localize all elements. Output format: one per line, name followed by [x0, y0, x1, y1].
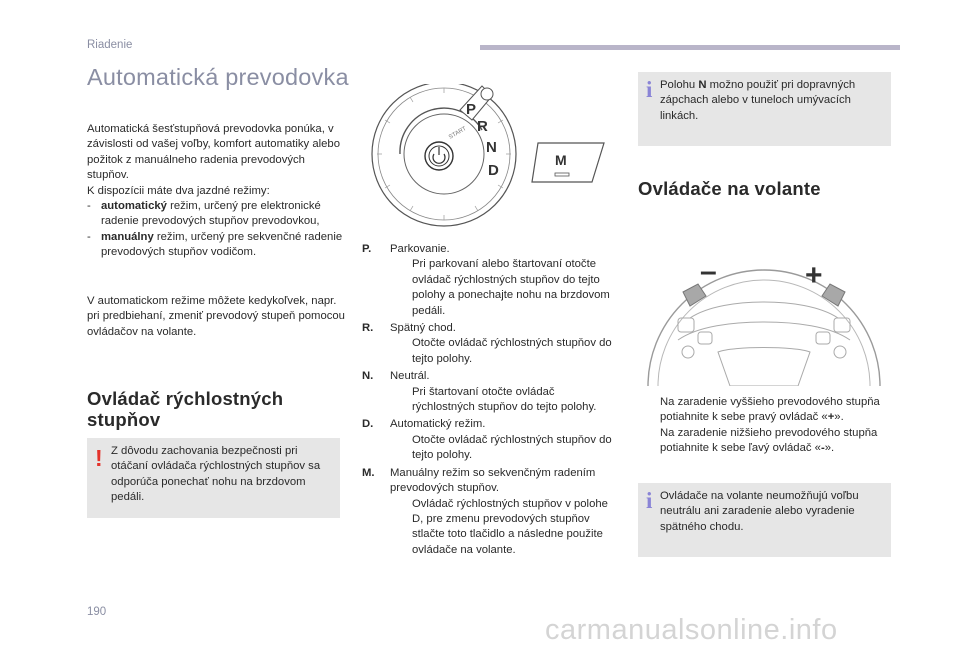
page-number: 190 [87, 606, 107, 618]
downshift-instruction: Na zaradenie nižšieho prevodového stupňa potiahnite k sebe ľavý ovládač «-». [660, 426, 878, 455]
svg-text:M: M [555, 152, 567, 168]
plus-sign: + [805, 259, 823, 292]
selector-heading: Ovládač rýchlostných stupňov [87, 388, 284, 430]
mode-term: manuálny [101, 230, 154, 243]
mode-item-manual: - manuálny režim, určený pre sekvenčné radenie prevodových stupňov vodičom. [87, 230, 343, 259]
minus-sign: – [700, 255, 717, 288]
start-label: START [448, 125, 468, 141]
mode-desc: režim, určený pre elektronické radenie prevodových stupňov prevodovkou, [101, 200, 321, 228]
watermark: carmanualsonline.info [545, 614, 838, 646]
auto-mode-paragraph: V automatickom režime môžete kedykoľvek, napr. pri predbiehaní, zmeniť prevodový stupeň pomocou ovládačov na volante. [87, 295, 345, 338]
gear-item-n: N. Neutrál. Pri štartovaní otočte ovládač rýchlostných stupňov do tejto polohy. [362, 370, 597, 414]
info-note-neutral [638, 72, 891, 146]
gear-positions-list [362, 242, 612, 560]
warning-text: Z dôvodu zachovania bezpečnosti pri otáčaní ovládača rýchlostných stupňov sa odporúča ponechať nohu na brzdovom pedáli. [111, 445, 321, 504]
gear-item-r: R. Spätný chod. Otočte ovládač rýchlostných stupňov do tejto polohy. [362, 322, 612, 365]
mode-item-automatic: - automatický režim, určený pre elektronické radenie prevodových stupňov prevodovkou, [87, 200, 321, 228]
gear-item-m: M. Manuálny režim so sekvenčným radením prevodových stupňov. Ovládač rýchlostných stupňov v polohe D, pre zmenu prevodových stupňov stlačte toto tlačidlo a následne použite ovládače na volante. [362, 466, 608, 556]
gear-item-p: P. Parkovanie. Pri parkovaní alebo štartovaní otočte ovládač rýchlostných stupňov do tejto polohy a ponechajte nohu na brzdovom pedáli. [362, 243, 610, 317]
info-icon: i [646, 77, 653, 102]
gear-letter-r: R [477, 118, 488, 135]
wheel-heading: Ovládače na volante [638, 178, 821, 199]
modes-intro: K dispozícii máte dva jazdné režimy: [87, 184, 270, 197]
upshift-instruction: Na zaradenie vyššieho prevodového stupňa potiahnite k sebe pravý ovládač «+». [660, 396, 880, 424]
info-icon: i [646, 488, 653, 513]
power-icon [433, 154, 445, 163]
info-note-paddles [638, 483, 891, 557]
info-text: Polohu N možno použiť pri dopravných zápchach alebo v tuneloch umývacích linkách. [660, 79, 856, 122]
intro-paragraph: Automatická šesťstupňová prevodovka ponúka, v závislosti od vašej voľby, komfort automatiky alebo požitok z manuálneho radenia prevodových stupňov. [87, 123, 340, 182]
header-divider-bar [480, 45, 900, 50]
mode-desc: režim, určený pre sekvenčné radenie prevodových stupňov vodičom. [101, 230, 343, 259]
gear-letter-p: P [466, 101, 477, 118]
gear-letter-d: D [488, 162, 499, 179]
gear-selector-illustration [364, 84, 612, 234]
intro-block [87, 122, 345, 261]
paddle-instructions [638, 395, 891, 457]
warning-note [87, 438, 340, 518]
mode-term: automatický [101, 200, 167, 213]
gear-item-d: D. Automatický režim. Otočte ovládač rýchlostných stupňov do tejto polohy. [362, 418, 612, 462]
section-label: Riadenie [87, 39, 133, 51]
gear-letter-n: N [486, 139, 497, 156]
page-title: Automatická prevodovka [87, 64, 349, 90]
warning-icon: ! [95, 445, 103, 471]
steering-wheel-illustration [638, 222, 890, 386]
info-text: Ovládače na volante neumožňujú voľbu neutrálu ani zaradenie alebo vyradenie spätného chodu. [660, 490, 859, 533]
